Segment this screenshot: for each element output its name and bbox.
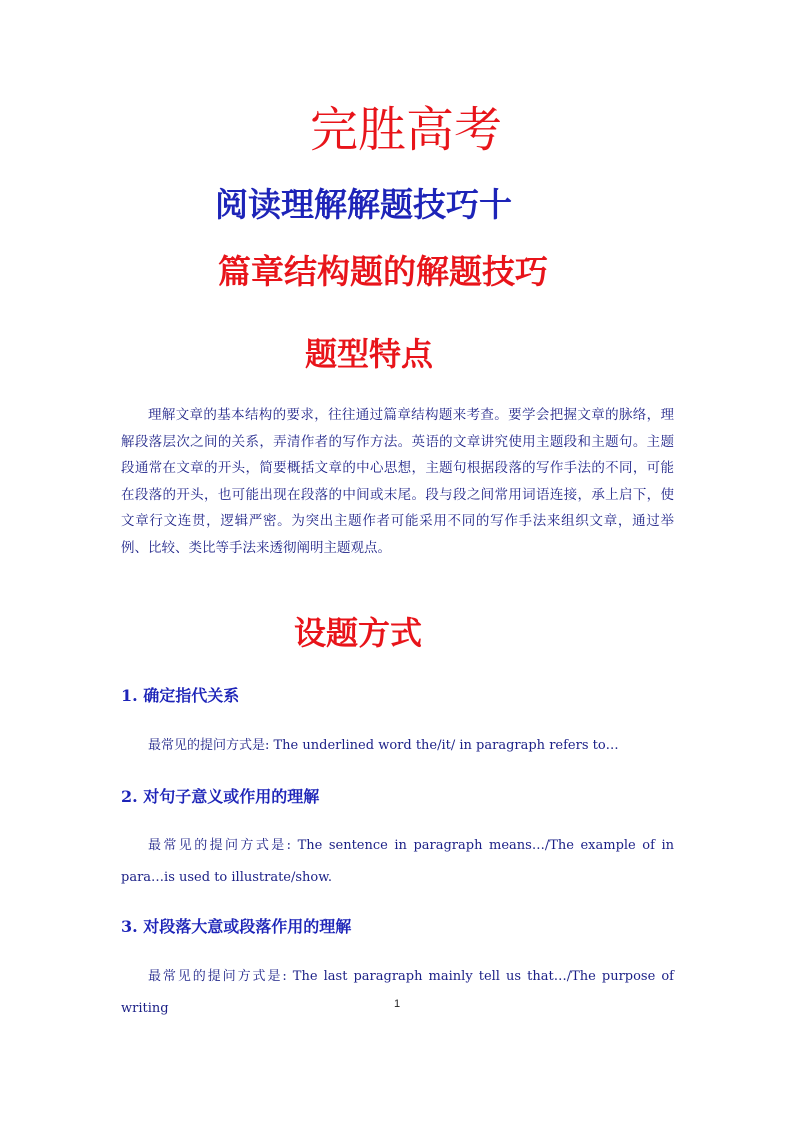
item-number: 3. [121, 917, 138, 936]
item-question-2: 最常见的提问方式是: The sentence in paragraph means…/The example of in para…is used to illustrate/show. [121, 838, 674, 885]
section-heading-question-types: 设题方式 [294, 614, 423, 652]
item-title: 对句子意义或作用的理解 [143, 787, 320, 806]
item-heading-3 [121, 915, 351, 939]
subtitle-topic: 篇章结构题的解题技巧 [218, 252, 548, 291]
page-number: 1 [393, 998, 401, 1010]
item-heading-2 [121, 785, 319, 809]
item-number: 2. [121, 787, 138, 806]
item-title: 确定指代关系 [143, 686, 240, 705]
section-paragraph-features: 理解文章的基本结构的要求，往往通过篇章结构题来考查。要学会把握文章的脉络，理解段落层次之间的关系，弄清作者的写作方法。英语的文章讲究使用主题段和主题句。主题段通常在文章的开头，简要概括文章的中心思想，主题句根据段落的写作手法的不同，可能在段落的开头，也可能出现在段落的中间或末尾。段与段之间常用词语连接，承上启下，使文章行文连贯，逻辑严密。为突出主题作者可能采用不同的写作手法来组织文章，通过举例、比较、类比等手法来透彻阐明主题观点。 [121, 407, 674, 556]
subtitle-series: 阅读理解解题技巧十 [215, 185, 512, 224]
item-title: 对段落大意或段落作用的理解 [143, 917, 352, 936]
item-number: 1. [121, 686, 138, 705]
page-title: 完胜高考 [309, 102, 502, 158]
item-question-1: 最常见的提问方式是: The underlined word the/it/ in paragraph refers to… [148, 738, 619, 753]
item-question-3: 最常见的提问方式是: The last paragraph mainly tell us that…/The purpose of writing [121, 969, 674, 1016]
section-heading-features: 题型特点 [305, 335, 434, 373]
item-heading-1 [121, 684, 239, 708]
